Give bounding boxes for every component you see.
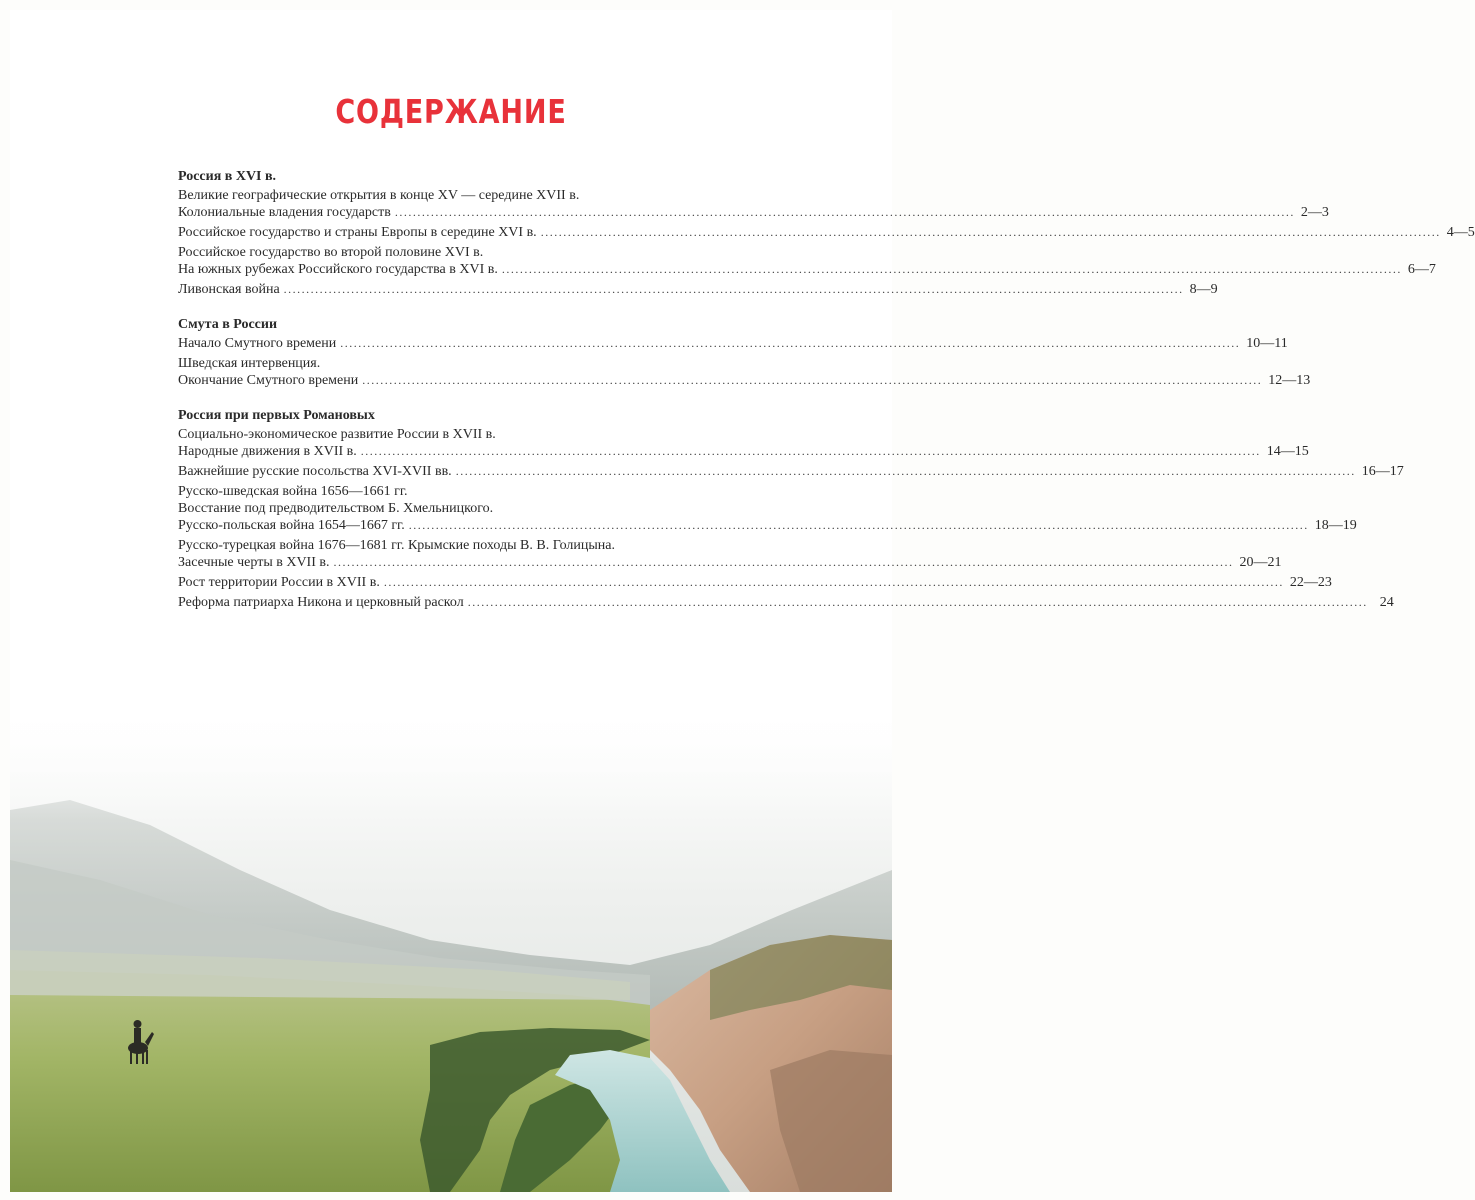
entry-title-line: Восстание под предводительством Б. Хмельницкого. (178, 501, 494, 516)
page-number: 22—23 (1289, 575, 1332, 590)
page-number: 18—19 (1314, 518, 1357, 533)
entry-title-line: Великие географические открытия в конце XV — середине XVII в. (178, 188, 580, 203)
section-title: Россия при первых Романовых (178, 408, 375, 423)
entry-title-line: Русско-шведская война 1656—1661 гг. (178, 484, 408, 499)
dot-leader: ........................................................................................................................................................................................................ (362, 373, 1263, 387)
toc-entry[interactable] (178, 594, 1394, 611)
entry-title: Русско-польская война 1654—1667 гг. (178, 518, 405, 533)
entry-title-line: Российское государство во второй половине XVI в. (178, 245, 484, 260)
dot-leader: ........................................................................................................................................................................................................ (455, 464, 1356, 478)
page-number: 20—21 (1239, 555, 1282, 570)
section-title: Смута в России (178, 317, 278, 332)
entry-title-line: Социально-экономическое развитие России в XVII в. (178, 427, 496, 442)
toc-entry[interactable] (178, 574, 1332, 591)
entry-title: Реформа патриарха Никона и церковный раскол (178, 595, 464, 610)
dot-leader: ........................................................................................................................................................................................................ (408, 518, 1309, 532)
entry-title: Российское государство и страны Европы в середине XVI в. (178, 225, 537, 240)
page-number: 2—3 (1300, 205, 1329, 220)
dot-leader: ........................................................................................................................................................................................................ (467, 595, 1368, 609)
toc-entry[interactable] (178, 335, 1288, 352)
dot-leader: ........................................................................................................................................................................................................ (340, 336, 1241, 350)
dot-leader: ........................................................................................................................................................................................................ (394, 205, 1295, 219)
entry-title-line: Шведская интервенция. (178, 356, 321, 371)
entry-title: Важнейшие русские посольства XVI-XVII вв. (178, 464, 452, 479)
page-number: 6—7 (1407, 262, 1436, 277)
toc-entry[interactable] (178, 537, 1282, 571)
toc-entry[interactable] (178, 224, 1475, 241)
entry-title: Народные движения в XVII в. (178, 444, 357, 459)
dot-leader: ........................................................................................................................................................................................................ (540, 225, 1441, 239)
toc-entry[interactable] (178, 463, 1404, 480)
toc-entry[interactable] (178, 187, 1329, 221)
page-number: 4—5 (1446, 225, 1475, 240)
entry-title-line: Русско-турецкая война 1676—1681 гг. Крымские походы В. В. Голицына. (178, 538, 615, 553)
toc-entry[interactable] (178, 483, 1357, 534)
page-number: 14—15 (1266, 444, 1309, 459)
entry-title: Засечные черты в XVII в. (178, 555, 330, 570)
section-title: Россия в XVI в. (178, 169, 277, 184)
page-title: СОДЕРЖАНИЕ (335, 92, 567, 131)
page-number: 16—17 (1361, 464, 1404, 479)
toc-section (178, 168, 1475, 298)
entry-title: Начало Смутного времени (178, 336, 337, 351)
entry-title: Ливонская война (178, 282, 280, 297)
book-page (10, 10, 1475, 1192)
entry-title: Рост территории России в XVII в. (178, 575, 380, 590)
dot-leader: ........................................................................................................................................................................................................ (283, 282, 1184, 296)
toc-entry[interactable] (178, 355, 1311, 389)
page-number: 10—11 (1246, 336, 1288, 351)
toc-section (178, 407, 1404, 611)
toc-section (178, 316, 1311, 389)
table-of-contents (178, 168, 1475, 629)
entry-title: Окончание Смутного времени (178, 373, 359, 388)
dot-leader: ........................................................................................................................................................................................................ (333, 555, 1234, 569)
toc-entry[interactable] (178, 426, 1309, 460)
toc-entry[interactable] (178, 244, 1436, 278)
entry-title: На южных рубежах Российского государства в XVI в. (178, 262, 498, 277)
dot-leader: ........................................................................................................................................................................................................ (501, 262, 1402, 276)
page-number: 8—9 (1189, 282, 1218, 297)
dot-leader: ........................................................................................................................................................................................................ (360, 444, 1261, 458)
entry-title: Колониальные владения государств (178, 205, 391, 220)
page-number: 12—13 (1268, 373, 1311, 388)
toc-entry[interactable] (178, 281, 1218, 298)
dot-leader: ........................................................................................................................................................................................................ (383, 575, 1284, 589)
page-number: 24 (1379, 595, 1394, 610)
